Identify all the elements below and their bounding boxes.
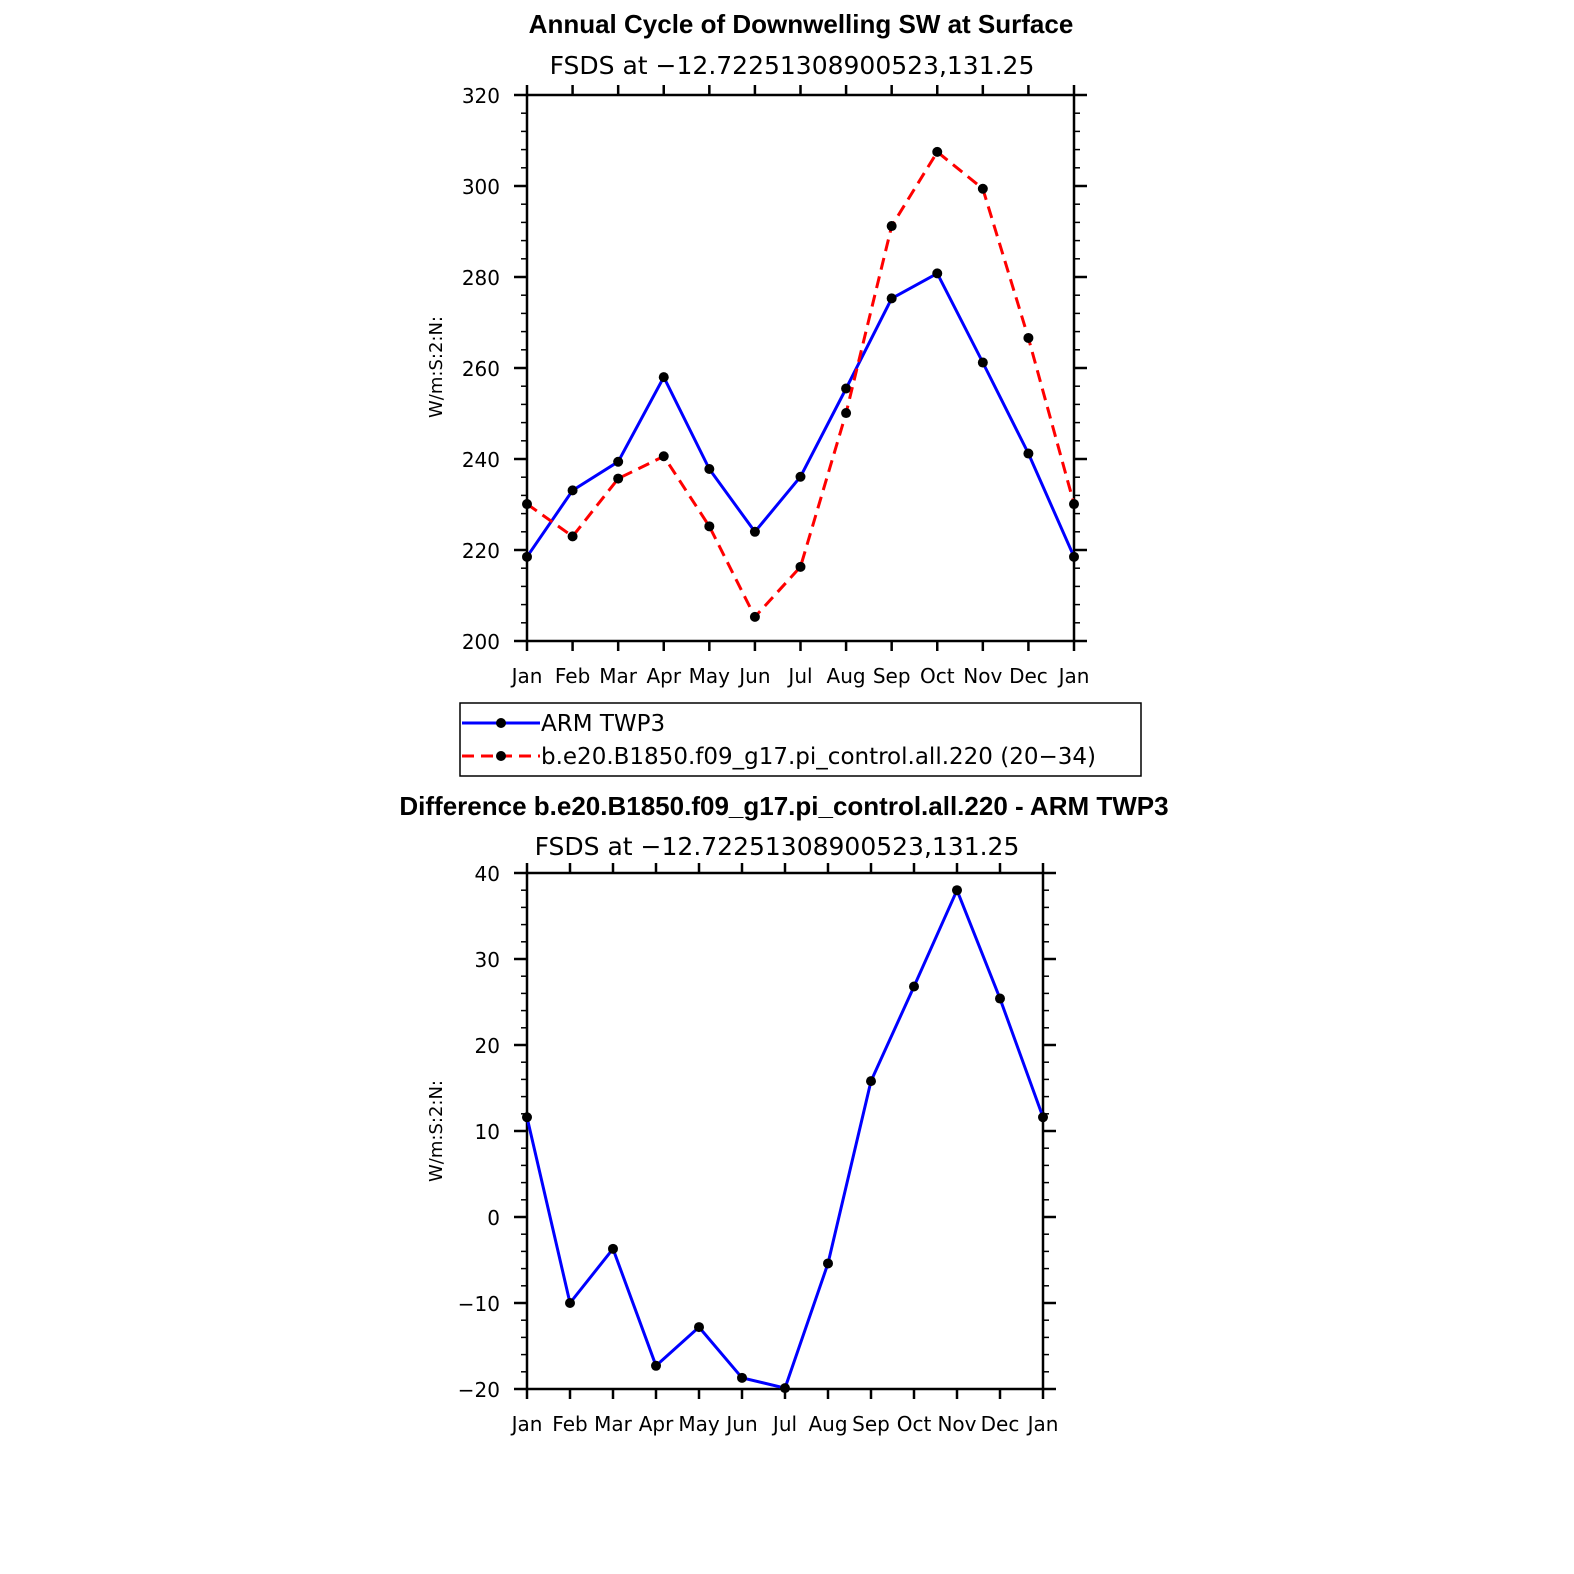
y-tick-label: 320 <box>461 84 500 108</box>
data-point <box>841 408 851 418</box>
data-point <box>978 184 988 194</box>
x-tick-label: Dec <box>1009 664 1048 688</box>
x-tick-label: May <box>678 1412 720 1436</box>
data-point <box>841 383 851 393</box>
data-point <box>737 1373 747 1383</box>
series-layer <box>522 885 1048 1393</box>
data-point <box>780 1383 790 1393</box>
legend-label-obs: ARM TWP3 <box>541 711 666 737</box>
y-tick-label: 40 <box>474 862 500 886</box>
series-layer <box>522 147 1079 622</box>
y-tick-label: 220 <box>461 539 500 563</box>
data-point <box>1038 1112 1048 1122</box>
chart-title: Annual Cycle of Downwelling SW at Surface <box>528 9 1074 39</box>
x-tick-label: Nov <box>963 664 1003 688</box>
x-tick-label: Jan <box>1058 664 1090 688</box>
y-axis-label: W/m:S:2:N: <box>426 316 447 418</box>
data-point <box>1069 499 1079 509</box>
plot-area <box>458 862 1059 1436</box>
y-tick-label: 260 <box>461 357 500 381</box>
y-tick-label: 0 <box>487 1206 500 1230</box>
y-tick-label: 240 <box>461 448 500 472</box>
chart-subtitle: FSDS at −12.72251308900523,131.25 <box>549 51 1035 80</box>
data-point <box>932 147 942 157</box>
data-point <box>659 372 669 382</box>
data-point <box>608 1244 618 1254</box>
x-tick-label: Dec <box>980 1412 1020 1436</box>
series-line-0 <box>527 890 1043 1388</box>
x-tick-label: May <box>688 664 731 688</box>
data-point <box>568 485 578 495</box>
y-tick-label: 30 <box>474 948 500 972</box>
x-tick-label: Feb <box>552 1412 588 1436</box>
x-tick-label: Apr <box>638 1412 674 1436</box>
legend-label-model: b.e20.B1850.f09_g17.pi_control.all.220 (20−34) <box>541 744 1096 770</box>
annual-cycle-chart <box>426 9 1089 688</box>
data-point <box>613 457 623 467</box>
x-tick-label: Jul <box>772 1412 798 1436</box>
data-point <box>887 221 897 231</box>
legend-marker-obs <box>496 718 506 728</box>
series-line-0 <box>527 273 1074 556</box>
y-tick-label: −20 <box>457 1378 500 1402</box>
data-point <box>694 1322 704 1332</box>
data-point <box>568 531 578 541</box>
data-point <box>565 1298 575 1308</box>
data-point <box>909 982 919 992</box>
legend-entry-model <box>462 744 1096 770</box>
data-point <box>796 562 806 572</box>
data-point <box>750 612 760 622</box>
x-tick-label: Aug <box>826 664 866 688</box>
y-tick-label: −10 <box>457 1292 500 1316</box>
data-point <box>978 358 988 368</box>
y-tick-label: 300 <box>461 175 500 199</box>
data-point <box>522 552 532 562</box>
series-line-1 <box>527 152 1074 617</box>
x-tick-label: Jan <box>511 1412 543 1436</box>
legend-marker-model <box>496 751 506 761</box>
x-tick-label: Mar <box>594 1412 632 1436</box>
data-point <box>995 994 1005 1004</box>
data-point <box>1023 333 1033 343</box>
data-point <box>750 527 760 537</box>
y-tick-label: 200 <box>461 630 500 654</box>
plot-frame <box>527 873 1043 1389</box>
y-tick-label: 10 <box>474 1120 500 1144</box>
data-point <box>613 474 623 484</box>
x-tick-label: Mar <box>599 664 638 688</box>
x-tick-label: Jan <box>1027 1412 1059 1436</box>
x-tick-label: Jan <box>511 664 543 688</box>
difference-chart <box>399 791 1168 1436</box>
y-axis-label: W/m:S:2:N: <box>426 1080 447 1182</box>
y-tick-label: 20 <box>474 1034 500 1058</box>
x-tick-label: Jun <box>726 1412 758 1436</box>
x-tick-label: Oct <box>919 664 955 688</box>
x-tick-label: Nov <box>937 1412 977 1436</box>
x-tick-label: Aug <box>808 1412 848 1436</box>
data-point <box>1069 552 1079 562</box>
data-point <box>866 1076 876 1086</box>
data-point <box>704 521 714 531</box>
chart-title: Difference b.e20.B1850.f09_g17.pi_control.all.220 - ARM TWP3 <box>399 791 1169 821</box>
data-point <box>704 464 714 474</box>
x-tick-label: Jul <box>788 664 813 688</box>
data-point <box>887 293 897 303</box>
x-tick-label: Sep <box>852 1412 890 1436</box>
x-tick-label: Apr <box>646 664 682 688</box>
data-point <box>952 885 962 895</box>
data-point <box>932 268 942 278</box>
plot-frame <box>527 95 1074 641</box>
data-point <box>522 499 532 509</box>
data-point <box>659 451 669 461</box>
data-point <box>522 1112 532 1122</box>
legend <box>460 703 1141 776</box>
data-point <box>1023 449 1033 459</box>
chart-subtitle: FSDS at −12.72251308900523,131.25 <box>534 832 1020 861</box>
data-point <box>823 1258 833 1268</box>
y-tick-label: 280 <box>461 266 500 290</box>
data-point <box>651 1361 661 1371</box>
data-point <box>796 472 806 482</box>
x-tick-label: Sep <box>872 664 911 688</box>
x-tick-label: Feb <box>554 664 591 688</box>
x-tick-label: Jun <box>739 664 771 688</box>
x-tick-label: Oct <box>896 1412 932 1436</box>
